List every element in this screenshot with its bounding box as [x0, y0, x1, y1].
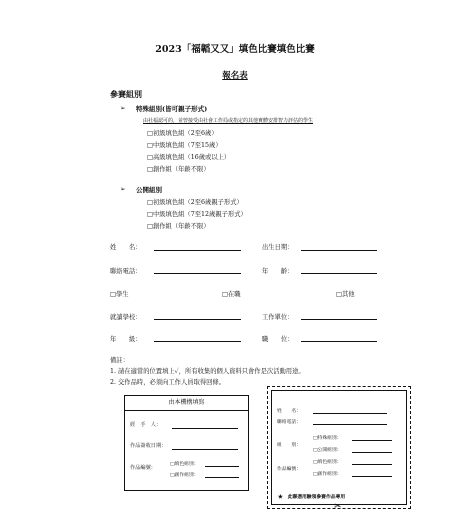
option-open-middle[interactable]: □中級填色組（7至12歲親子形式） [147, 211, 247, 218]
age-label: 年 齡： [262, 268, 294, 275]
arrow-icon: ➢ [120, 104, 126, 112]
categories-heading: 參賽組別 [110, 89, 142, 99]
arrow-icon: ➢ [120, 185, 126, 193]
slip-phone-field[interactable] [313, 424, 387, 425]
slip-name-field[interactable] [313, 413, 387, 414]
dob-field[interactable] [301, 250, 377, 251]
grade-field[interactable] [154, 341, 241, 342]
org-coloring-option[interactable]: □填色組別： [170, 462, 199, 467]
age-field[interactable] [301, 273, 377, 274]
employed-checkbox[interactable]: □在職 [222, 291, 241, 298]
grade-label: 年 級： [110, 336, 142, 343]
work-code-label: 作品編號： [130, 465, 156, 471]
workplace-field[interactable] [301, 319, 377, 320]
remark-item: 2. 交作品時，必須向工作人員取得回條。 [110, 379, 226, 386]
phone-label: 聯絡電話： [110, 268, 142, 275]
handler-field[interactable] [172, 428, 238, 429]
scissors-icon: ✂ [334, 502, 342, 512]
position-label: 職 位： [262, 336, 294, 343]
remark-item: 1. 請在適當的位置填上✓，所有收集的個人資料只會作是次活動用途。 [110, 368, 305, 375]
other-checkbox[interactable]: □其他 [336, 291, 355, 298]
school-label: 就讀學校： [110, 314, 142, 321]
form-title: 2023「福韜又又」填色比賽填色比賽 [155, 44, 315, 55]
handler-label: 經 手 人： [130, 422, 162, 428]
option-open-junior[interactable]: □初級填色組（2至6歲親子形式） [147, 199, 243, 206]
option-special-middle[interactable]: □中級填色組（7至15歲） [147, 142, 222, 149]
special-group-title: 特殊組別(皆可親子形式) [136, 105, 208, 113]
slip-special-field[interactable] [352, 440, 392, 441]
special-group-note: 由社福認可的，並曾接受由社會工作局或指定的其他實體安排智力評估的學生 [143, 118, 314, 124]
slip-open-field[interactable] [352, 452, 392, 453]
student-checkbox[interactable]: □學生 [110, 291, 129, 298]
workplace-label: 工作單位： [262, 314, 294, 321]
organization-box-title: 由本機構填寫 [125, 396, 248, 411]
slip-phone-label: 聯絡電話： [277, 420, 301, 425]
option-special-creative[interactable]: □創作組（年齡不限） [147, 166, 210, 173]
slip-coloring-field[interactable] [352, 464, 392, 465]
org-creative-option[interactable]: □創作組別： [170, 473, 199, 478]
option-open-creative[interactable]: □創作組（年齡不限） [147, 223, 210, 230]
name-field[interactable] [154, 250, 241, 251]
school-field[interactable] [154, 319, 241, 320]
slip-group-label: 組 別： [277, 443, 301, 448]
slip-name-label: 姓 名： [277, 409, 301, 414]
option-special-senior[interactable]: □高級填色組（16歲或以上） [147, 154, 231, 161]
slip-footer: ★ 此聯憑用驗領參賽作品專用 [278, 494, 346, 500]
name-label: 姓 名： [110, 244, 142, 251]
slip-creative-option[interactable]: □創作組別： [313, 472, 342, 477]
form-subtitle: 報名表 [222, 71, 248, 81]
phone-field[interactable] [154, 273, 241, 274]
slip-open-option[interactable]: □公開組別： [313, 448, 342, 453]
slip-code-label: 作品編號： [277, 467, 301, 472]
slip-special-option[interactable]: □特殊組別： [313, 436, 342, 441]
open-group-title: 公開組別 [136, 186, 162, 194]
option-special-junior[interactable]: □初級填色組（2至6歲） [147, 130, 218, 137]
remarks-heading: 備註： [110, 357, 129, 364]
org-coloring-field[interactable] [205, 466, 239, 467]
org-creative-field[interactable] [205, 477, 239, 478]
dob-label: 出生日期： [262, 244, 294, 251]
slip-coloring-option[interactable]: □填色組別： [313, 460, 342, 465]
received-date-field[interactable] [172, 449, 238, 450]
slip-creative-field[interactable] [352, 476, 392, 477]
received-date-label: 作品簽收日期： [130, 443, 167, 449]
position-field[interactable] [301, 341, 377, 342]
